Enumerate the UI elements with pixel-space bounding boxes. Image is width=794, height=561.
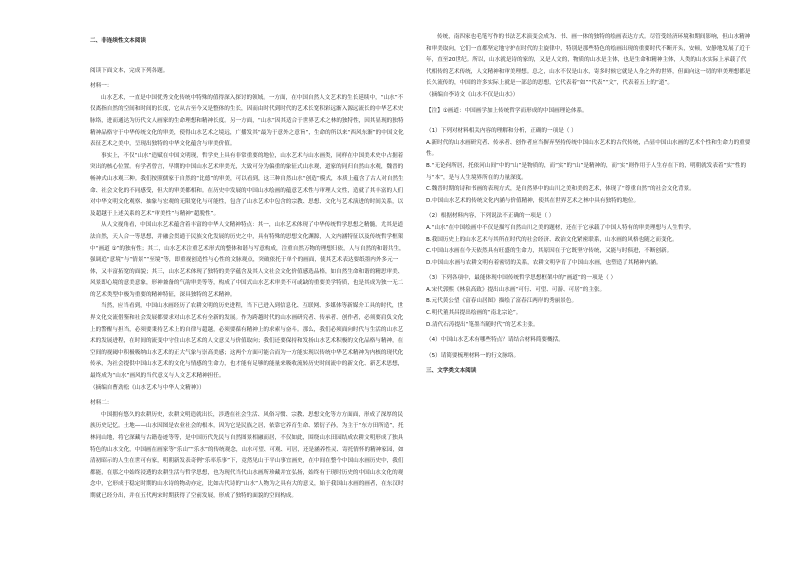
spacer [90, 48, 406, 57]
section-heading: 二、非连续性文本阅读 [90, 38, 146, 44]
text-paragraph: 材料一： [90, 83, 113, 90]
text-paragraph: 从人文视角看，中国山水艺术蕴含着丰富的中华人文精神特点：其一，山水艺术体现了中华传统哲学思想之精髓，尤其是道法自然，天人合一等思想，并融会贯通于民族文化发展的历史之中，具有特殊的思想文化渊源，人文内涵特征以及传统哲学框架中“画道 ①”的独有性；其二，山水艺术注重艺术形式的整体和谐与写意构成，注重自然万物的理想归依，人与自然的和谐共生，强调追“意境”与“情景”“至境”等，即重视创造性与心性的文脉观点，突破依托于单个的画面，使其艺术表达要纸墨内外多元一体，又丰富拓宽的面貌；其三，山水艺术体现了独特的美学蕴含及其人文社会文化价值感选品格，如自然生命和谐的精思审美、风景即心境的意美意象，形神兼备的气韵审美等等，构成了中国式山水艺术审美不可或缺的重要美学特质，也是其成为独一无二的艺术类型中极为重要的精神特征，深具独特的艺术精神。 [90, 222, 405, 298]
text-paragraph: 传统，南四家也毛笔写作的书法艺术演变会成为、书、画一体的独特的绘画表达方式。尽管受经济环境和期间影响，但山水精神和审美取向，它们一直都坚定地守护在时代的主旋律中，特别是那些特色的绘画出现的重要时代不断开头，安顿，安静地发展了近千年，直至20世纪。所以，山水就是诗的家的，又是人文的，物质的山水是主体，也是生命和精神主体，人类的山水实际上承载了代代相传的艺术传统，人文精神和审美理想。总之，山水不仅是山水，寄多时候它就是人身之外的世界，但面向这一切的审美理想都是长久流传的，中国的许多实际上就是一部总的思想，它代表着“如”“代表”“文”，代表着五上的“道”。 [426, 34, 751, 87]
text-paragraph: A.“山水”在中国绘画中不仅是描写自然山川之美的题材，还在于它承载了中国人特有的审美理想与人生哲学。 [426, 224, 695, 231]
text-paragraph: （3）下列各项中，最能体现中国传统哲学思想框架中的“画道”的一项是（ ） [426, 275, 617, 282]
text-paragraph: （摘编自李诗文《山水不仅是山水》） [426, 91, 519, 98]
text-paragraph: D.中国山水艺术的传统文化内涵与价值精神，使其在世界艺术之林中具有独特的地位。 [426, 197, 640, 204]
text-paragraph: 山水艺术，一直是中国优秀文化传统中特殊的值得深入探讨的领域。一方面，在中国自然人文艺术的生长延续中，“山水”不仅离指自然的空间和时间的长度，它从古至今又是整体的生长，因而由时代到时代的艺术长宽积彩远渐入源远流长的中华艺术史脉络，进而通达为历代文人画家的生命理想和精神长度。另一方面，“山水”因其适合于世界艺术之林的独特性，因其显现的独特精神品格守于中华传统文化的审美，使得山水艺术之境远，广播发其“最为于意外之意旨”，生命的所以来“西风东渐”的中国文化表征艺术之美中，呈现出独特的中华文化蕴含与审美价值。 [90, 94, 404, 148]
text-paragraph: （5）请简要梳理材料一的行文脉络。 [426, 352, 520, 359]
spacer [90, 57, 406, 66]
text-paragraph: （4）中国山水艺术有哪些特点？请结合材料简要概括。 [426, 337, 564, 344]
text-paragraph: 材料二： [90, 400, 113, 407]
right-column [426, 32, 751, 378]
text-paragraph: C.明代董其昌提出绘画的“南北宗论”。 [426, 310, 522, 317]
text-paragraph: A.新时代的山水画研究者、传承者、创作者应当摒弃坚持传统中国山水艺术的古代传统，凸显中国山水画的艺术个性和生命力的重要性。 [426, 139, 751, 158]
text-paragraph: B.“无论何所居，托依河山间”中的“山”是物质的，而“实”的“山”是精神的，而“实”则作用于人生存在下的，明朝就发表着“实”性的与“本”，是与人生境界所在的力量深度。 [426, 162, 747, 181]
text-paragraph: 事实上，不仅“山水”造赋在中国文明现，哲学史上具有非常重要的地位，山水艺术与山水画类，同样在中国美术史中占据着突出的核心位置。有学者曾言，早期的中国山水艺术审美光，大致可分为偏重的象征式山水观，道家的同归自然山水观，魏晋的畅神式山水观三种。我们按照儒家于自然的“比德”的审美，可以看到，这三种自然山水“创造”模式，本质上蕴含了古人对自然生命、社会文化的不同感受，但大的审美都相和。在历史中发展的中国山水绘画的蕴意艺术性与审理人文性，造就了其丰富的人们对中华文明文化观察、抽象与宏观的无限宽化与可能性，包含了山水艺术中包含的宗教、思想、文化与艺术演进的时间关系，以及超越于上述关系的艺术“审美性”与精神“超脱性”。 [90, 152, 404, 217]
text-paragraph: D.清代石涛提出“笔墨当随时代”的艺术主张。 [426, 321, 539, 328]
text-paragraph: C.魏晋时期的诗和书画的表现方式，是自然界中的山川之美和美的艺术，体现了“尊重自然”的社会文化背景。 [426, 186, 695, 193]
text-paragraph: 【注】①画道：中国画学加上传统哲学而形成的中国画理论体系。 [426, 107, 588, 114]
text-paragraph: 当然，应当看到，中国山水画经历了农耕文明的历史进程，当下已进入到信息化、互联网、多媒体等新媒介工具的时代，世界文化交流借鉴和社会发展都要求对山水艺术有全新的发展。作为跨越时代的山水画研究者、传承者、创作者，必须要肩负文化上的警醒与担当，必须要秉持艺术上的自律与超越，必须要葆有精神上的求索与奋斗。那么，我们必须面向时代与生活的山水艺术的发展进程，在时间的流变中守住山水艺术的人文意义与价值取向；我们还要保持和发扬山水艺术积极的文化品格与精神，在空间的视阈中积极吸纳山水艺术的正大气象与崇高美感；这两个方面可能合而为一方能实现以传统中华艺术精神为内核的现代化传承，为社会提供中国山水艺术的文化与情感的生命力，也才能有足够的能量来吸收流转历史时间流中的新文化、新艺术思想，最终成为“山水”画风的当代意义与人文艺术精神担任。 [90, 303, 404, 380]
text-paragraph: A.宋代郭熙《林泉高致》提出山水画“可行、可望、可游、可居”的主张。 [426, 286, 606, 293]
text-paragraph: D.中国山水画与农耕文明有着密切的关系，农耕文明孕育了中国山水画，也塑造了其精神内涵。 [426, 259, 662, 266]
spacer [426, 117, 751, 126]
section-heading: 三、文学类文本阅读 [426, 368, 477, 375]
text-paragraph: B.我国历史上的山水艺术与其所在时代的社会经济、政治文化紧密联系，山水画的风格也随之而变化。 [426, 236, 678, 243]
left-column [90, 36, 406, 503]
text-paragraph: （摘编自曹劲松《山水艺术与中华人文精神》） [90, 384, 205, 391]
text-paragraph: （2）根据材料内容，下列说法不正确的一项是（ ） [426, 213, 555, 220]
text-paragraph: B.元代黄公望《富春山居图》描绘了富春江两岸的秀丽景色。 [426, 298, 578, 305]
text-paragraph: 阅读下面文本，完成下列各题。 [90, 67, 169, 74]
text-paragraph: （1）下列对材料相关内容的理解和分析，正确的一项是（ ） [426, 128, 577, 135]
text-paragraph: C.中国山水画在今天依然具有旺盛的生命力，其原因在于它既坚守传统，又能与时俱进，不断创新。 [426, 248, 673, 255]
text-paragraph: 中国拥有悠久的农耕历史，农耕文明造就出长，涉透在社会生活、风俗习惯、宗教、思想文化等方方面面，形成了深厚的民族历史记忆。土地——山水因图是农业社会的根本，因为它是民族之居，依靠它养育生命、繁衍子孙，为主于“东方田所造”，托林同山地，将它深藏与古籍卷迹等等，是中国历代先民与自然图景相融而居，不仅如此，围绕山水田园结成农耕文明形成了独具特色的山水文化，中国画在画家等“乐山”“乐水”的传统观念，山水可望、可观、可居，还是涵养性灵、寄托情怀的精神家园，如清初昭示的人生在世可有家，明朝新发表奇例“乐率乐事”下，竟然见山于平山事宜画史，在中间在整个中国山水画历史中，我们都能，在那之中始终浸透的农耕生活与哲学思想，也为现代当代山水画所珍藏并宜弘扬，始终有于现时历史的中国山水文化的观念中，它形成于稳定时期的山水诗的物动亦定，比如古代诗的“山水”人物为之具有大的意义，始于我国山水画的画者，在东汉时期就已经分出，并在五代两宋时期获得了空前发展，形成了独特的面貌的空间构成。 [90, 411, 404, 499]
